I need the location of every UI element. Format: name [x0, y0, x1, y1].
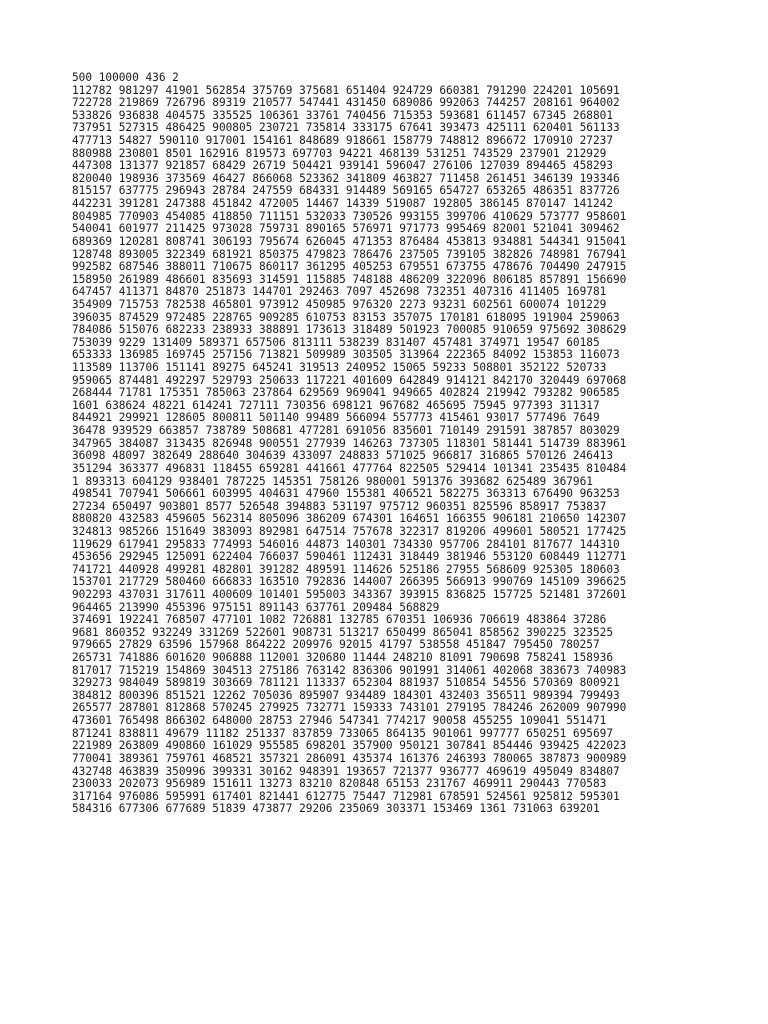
text-line: 396035 874529 972485 228765 909285 610753 83153 357075 170181 618095 191904 259063: [72, 310, 620, 324]
text-line: 1601 638624 48221 614241 727111 730356 698121 967682 465695 75945 977393 311317: [72, 398, 600, 412]
text-line: 992582 687546 388011 710675 860117 361295 405253 679551 673755 478676 704490 247915: [72, 260, 627, 274]
text-line: 784086 515076 682233 238933 388891 173613 318489 501923 700085 910659 975692 308629: [72, 323, 627, 337]
text-line: 477713 54827 590110 917001 154161 848689 918661 158779 748812 896672 170910 27237: [72, 134, 613, 148]
text-line: 128748 893005 322349 681921 850375 479823 786476 237505 739105 382826 748981 767941: [72, 247, 627, 261]
text-line: 230033 202073 956989 151611 13273 83210 820848 65153 231767 469911 290443 770583: [72, 777, 607, 791]
text-line: 453656 292945 125091 622404 766037 590461 112431 318449 381946 553120 608449 112771: [72, 550, 627, 564]
text-line: 689369 120281 808741 306193 795674 626045 471353 876484 453813 934881 544341 915041: [72, 234, 627, 248]
text-line: 500 100000 436 2: [72, 71, 179, 84]
text-line: 347965 384087 313435 826948 900551 277939 146263 737305 118301 581441 514739 883961: [72, 436, 627, 450]
text-line: 871241 838811 49679 11182 251337 837859 733065 864135 901061 997777 650251 695697: [72, 726, 613, 740]
text-line: 902293 437031 317611 400609 101401 595003 343367 393915 836825 157725 521481 372601: [72, 587, 627, 601]
text-line: 36098 48097 382649 288640 304639 433097 248833 571025 966817 316865 570126 246413: [72, 449, 613, 463]
text-line: 979665 27829 63596 157968 864222 209976 92015 41797 538558 451847 795450 780257: [72, 638, 600, 652]
text-line: 447308 131377 921857 68429 26719 504421 939141 596047 276106 127039 894465 458293: [72, 159, 613, 173]
text-line: 351294 363377 496831 118455 659281 441661 477764 822505 529414 101341 235435 810484: [72, 461, 627, 475]
text-line: 374691 192241 768507 477101 1082 726881 132785 670351 106936 706619 483864 37286: [72, 613, 607, 627]
text-line: 959065 874481 492297 529793 250633 117221 401609 642849 914121 842170 320449 697068: [72, 373, 627, 387]
text-line: 9681 860352 932249 331269 522601 908731 513217 650499 865041 858562 390225 323525: [72, 625, 613, 639]
text-line: 498541 707941 506661 603995 404631 47960 155381 406521 582275 363313 676490 963253: [72, 487, 620, 501]
text-line: 329273 984049 589819 303669 781121 113337 652304 881937 510854 54556 570369 800921: [72, 676, 620, 690]
text-line: 804985 770903 454085 418850 711151 532033 730526 993155 399706 410629 573777 958601: [72, 209, 627, 223]
text-line: 880820 432583 459605 562314 805096 386209 674301 164651 166355 906181 210650 142307: [72, 512, 627, 526]
text-line: 815157 637775 296943 28784 247559 684331 914489 569165 654727 653265 486351 837726: [72, 184, 620, 198]
text-line: 221989 263809 490860 161029 955585 698201 357900 950121 307841 854446 939425 422023: [72, 739, 627, 753]
text-line: 584316 677306 677689 51839 473877 29206 235069 303371 153469 1361 731063 639201: [72, 802, 600, 816]
text-line: 964465 213990 455396 975151 891143 637761 209484 568829: [72, 600, 440, 614]
text-line: 27234 650497 903801 8577 526548 394883 531197 975712 960351 825596 858917 753837: [72, 499, 607, 513]
text-line: 533826 936838 404575 335525 106361 33761 740456 715353 593681 611457 67345 268801: [72, 108, 613, 122]
text-line: 540041 601977 211425 973028 759731 890165 576971 971773 995469 82001 521041 309462: [72, 222, 620, 236]
text-line: 36478 939529 663857 738789 508681 477281 691056 835601 710149 291591 387857 803029: [72, 424, 620, 438]
text-line: 324813 985266 151649 383093 892981 647514 757678 322317 819206 499601 580521 177425: [72, 524, 627, 538]
text-line: 1 893313 604129 938401 787225 145351 758126 980001 591376 393682 625489 367961: [72, 474, 593, 488]
text-line: 722728 219869 726796 89319 210577 547441 431450 689086 992063 744257 208161 964002: [72, 96, 620, 110]
text-line: 741721 440928 499281 482801 391282 489591 114626 525186 27955 568609 925305 180603: [72, 562, 620, 576]
text-line: 880988 230801 8501 162916 819573 697703 94221 468139 531251 743529 237901 212929: [72, 146, 607, 160]
text-line: 317164 976086 595991 617401 821441 612775 75447 712981 678591 524561 925812 595301: [72, 789, 620, 803]
text-line: 113589 113706 151141 89275 645241 319513 240952 15065 59233 508801 352122 520733: [72, 361, 607, 375]
text-line: 265731 741886 601620 906888 112001 320680 11444 248210 81091 790698 758241 158936: [72, 651, 613, 665]
text-line: 432748 463839 350996 399331 30162 948391 193657 721377 936777 469619 495049 834807: [72, 764, 620, 778]
text-line: 442231 391281 247388 451842 472005 14467 14339 519087 192805 386145 870147 141242: [72, 197, 613, 211]
text-line: 384812 800396 851521 12262 705036 895907 934489 184301 432403 356511 989394 799493: [72, 688, 620, 702]
text-line: 844921 299921 128605 800811 501140 99489 566094 557773 415461 93017 577496 7649: [72, 411, 600, 425]
text-line: 820040 198936 373569 46427 866068 523362 341809 463827 711458 261451 346139 193346: [72, 171, 620, 185]
text-line: 158950 261989 486601 835693 314591 115885 748188 486209 322096 806185 857891 156690: [72, 272, 627, 286]
text-line: 153701 217729 580460 666833 163510 792836 144007 266395 566913 990769 145109 396625: [72, 575, 627, 589]
text-line: 647457 411371 84870 251873 144701 292463 7097 452698 732351 407316 411405 169781: [72, 285, 607, 299]
text-line: 112782 981297 41901 562854 375769 375681 651404 924729 660381 791290 224201 105691: [72, 83, 620, 97]
text-line: 268444 71781 175351 785063 237864 629569 969041 949665 402824 219942 793282 906585: [72, 386, 620, 400]
text-line: 354909 715753 782538 465801 973912 450985 976320 2273 93231 602561 600074 101229: [72, 297, 607, 311]
text-line: 119629 617941 295833 774993 546016 44873 140301 734330 957706 284101 817677 144310: [72, 537, 620, 551]
text-line: 265577 287801 812868 570245 279925 732771 159333 743101 279195 784246 262009 907990: [72, 701, 627, 715]
text-line: 737951 527315 486425 900805 230721 735814 333175 67641 393473 425111 620401 561133: [72, 121, 620, 135]
text-line: 770041 389361 759761 468521 357321 286091 435374 161376 246393 780065 387873 900989: [72, 751, 627, 765]
text-line: 817017 715219 154869 304513 275186 763142 836306 901991 314061 402068 383673 740983: [72, 663, 627, 677]
text-line: 473601 765498 866302 648000 28753 27946 547341 774217 90058 455255 109041 551471: [72, 714, 607, 728]
text-document: [72, 72, 712, 816]
text-line: 753039 9229 131409 589371 657506 813111 538239 831407 457481 374971 19547 60185: [72, 335, 600, 349]
text-line: 653333 136985 169745 257156 713821 509989 303505 313964 222365 84092 153853 116073: [72, 348, 620, 362]
